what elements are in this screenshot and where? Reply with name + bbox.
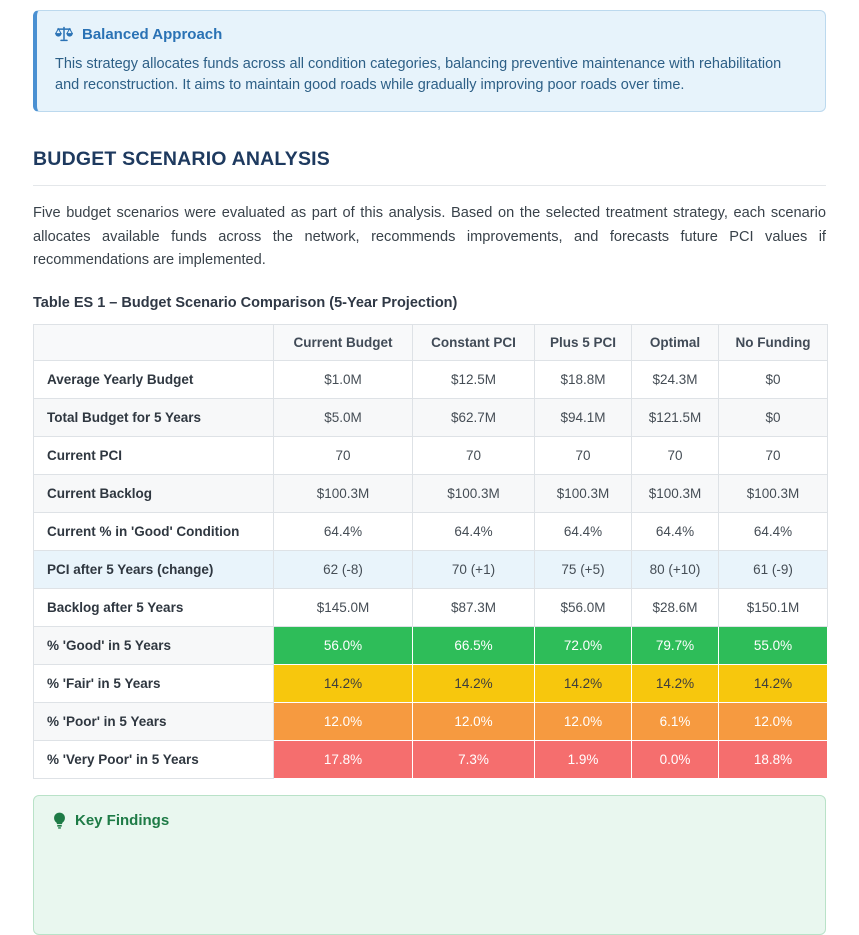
cell-value: 55.0% bbox=[719, 626, 828, 664]
cell-value: $62.7M bbox=[413, 398, 535, 436]
table-row bbox=[34, 626, 828, 664]
table-row bbox=[34, 474, 828, 512]
callout-title: Balanced Approach bbox=[82, 25, 223, 43]
cell-value: $12.5M bbox=[413, 360, 535, 398]
header-cell-current-budget: Current Budget bbox=[274, 324, 413, 360]
cell-value: 12.0% bbox=[719, 702, 828, 740]
cell-value: 14.2% bbox=[274, 664, 413, 702]
cell-value: 70 bbox=[274, 436, 413, 474]
cell-value: $121.5M bbox=[632, 398, 719, 436]
callout-body: This strategy allocates funds across all condition categories, balancing preventive maintenance with rehabilitation and reconstruction. It aims to maintain good roads while gradually improving poor roads over time. bbox=[55, 56, 782, 94]
cell-value: $1.0M bbox=[274, 360, 413, 398]
cell-value: $150.1M bbox=[719, 588, 828, 626]
cell-value: 70 bbox=[632, 436, 719, 474]
header-cell-optimal: Optimal bbox=[632, 324, 719, 360]
cell-value: $18.8M bbox=[535, 360, 632, 398]
cell-value: $5.0M bbox=[274, 398, 413, 436]
cell-value: 14.2% bbox=[535, 664, 632, 702]
section-intro: Five budget scenarios were evaluated as part of this analysis. Based on the selected treatment strategy, each scenario allocates available funds across the network, recommends improvements, and forecasts future PCI values if recommendations are implemented. bbox=[33, 204, 826, 269]
cell-value: 6.1% bbox=[632, 702, 719, 740]
balance-scale-icon bbox=[55, 25, 73, 43]
cell-value: 18.8% bbox=[719, 740, 828, 778]
cell-value: 64.4% bbox=[719, 512, 828, 550]
cell-value: 7.3% bbox=[413, 740, 535, 778]
cell-value: 79.7% bbox=[632, 626, 719, 664]
cell-value: $100.3M bbox=[535, 474, 632, 512]
cell-value: 61 (-9) bbox=[719, 550, 828, 588]
cell-value: 14.2% bbox=[632, 664, 719, 702]
cell-value: 70 (+1) bbox=[413, 550, 535, 588]
table-row bbox=[34, 398, 828, 436]
cell-value: 14.2% bbox=[719, 664, 828, 702]
cell-value: $56.0M bbox=[535, 588, 632, 626]
cell-value: 75 (+5) bbox=[535, 550, 632, 588]
row-label: PCI after 5 Years (change) bbox=[34, 550, 274, 588]
cell-value: $87.3M bbox=[413, 588, 535, 626]
table-row bbox=[34, 360, 828, 398]
cell-value: 70 bbox=[719, 436, 828, 474]
table-row bbox=[34, 550, 828, 588]
cell-value: 70 bbox=[413, 436, 535, 474]
row-label: % 'Very Poor' in 5 Years bbox=[34, 740, 274, 778]
section-title: BUDGET SCENARIO ANALYSIS bbox=[33, 148, 826, 186]
scenario-table-body bbox=[34, 360, 828, 778]
header-row bbox=[34, 324, 828, 360]
row-label: Current % in 'Good' Condition bbox=[34, 512, 274, 550]
header-cell-blank bbox=[34, 324, 274, 360]
row-label: % 'Good' in 5 Years bbox=[34, 626, 274, 664]
header-cell-plus5-pci: Plus 5 PCI bbox=[535, 324, 632, 360]
callout-title-row bbox=[55, 25, 807, 43]
header-cell-constant-pci: Constant PCI bbox=[413, 324, 535, 360]
cell-value: 17.8% bbox=[274, 740, 413, 778]
cell-value: 12.0% bbox=[535, 702, 632, 740]
cell-value: $100.3M bbox=[632, 474, 719, 512]
key-findings-title: Key Findings bbox=[75, 811, 170, 829]
lightbulb-icon bbox=[52, 812, 67, 829]
table-header bbox=[34, 324, 828, 360]
row-label: Current PCI bbox=[34, 436, 274, 474]
cell-value: $94.1M bbox=[535, 398, 632, 436]
cell-value: $100.3M bbox=[274, 474, 413, 512]
budget-scenario-table bbox=[33, 324, 828, 779]
table-row bbox=[34, 664, 828, 702]
balanced-approach-callout bbox=[33, 10, 826, 112]
row-label: % 'Fair' in 5 Years bbox=[34, 664, 274, 702]
cell-value: 56.0% bbox=[274, 626, 413, 664]
table-row bbox=[34, 588, 828, 626]
header-cell-no-funding: No Funding bbox=[719, 324, 828, 360]
table-row bbox=[34, 436, 828, 474]
cell-value: 12.0% bbox=[413, 702, 535, 740]
cell-value: $145.0M bbox=[274, 588, 413, 626]
cell-value: 12.0% bbox=[274, 702, 413, 740]
table-caption: Table ES 1 – Budget Scenario Comparison (5-Year Projection) bbox=[33, 294, 458, 311]
table-row bbox=[34, 740, 828, 778]
cell-value: 64.4% bbox=[535, 512, 632, 550]
cell-value: 0.0% bbox=[632, 740, 719, 778]
cell-value: 64.4% bbox=[274, 512, 413, 550]
cell-value: 14.2% bbox=[413, 664, 535, 702]
row-label: Average Yearly Budget bbox=[34, 360, 274, 398]
row-label: Current Backlog bbox=[34, 474, 274, 512]
cell-value: 70 bbox=[535, 436, 632, 474]
cell-value: $100.3M bbox=[413, 474, 535, 512]
row-label: Backlog after 5 Years bbox=[34, 588, 274, 626]
cell-value: 66.5% bbox=[413, 626, 535, 664]
cell-value: $24.3M bbox=[632, 360, 719, 398]
cell-value: 80 (+10) bbox=[632, 550, 719, 588]
table-row bbox=[34, 512, 828, 550]
key-findings-callout bbox=[33, 795, 826, 935]
cell-value: $100.3M bbox=[719, 474, 828, 512]
cell-value: $28.6M bbox=[632, 588, 719, 626]
cell-value: $0 bbox=[719, 398, 828, 436]
cell-value: 1.9% bbox=[535, 740, 632, 778]
cell-value: 64.4% bbox=[632, 512, 719, 550]
key-findings-title-row bbox=[52, 812, 807, 829]
cell-value: 64.4% bbox=[413, 512, 535, 550]
cell-value: 72.0% bbox=[535, 626, 632, 664]
cell-value: 62 (-8) bbox=[274, 550, 413, 588]
cell-value: $0 bbox=[719, 360, 828, 398]
table-row bbox=[34, 702, 828, 740]
row-label: Total Budget for 5 Years bbox=[34, 398, 274, 436]
row-label: % 'Poor' in 5 Years bbox=[34, 702, 274, 740]
